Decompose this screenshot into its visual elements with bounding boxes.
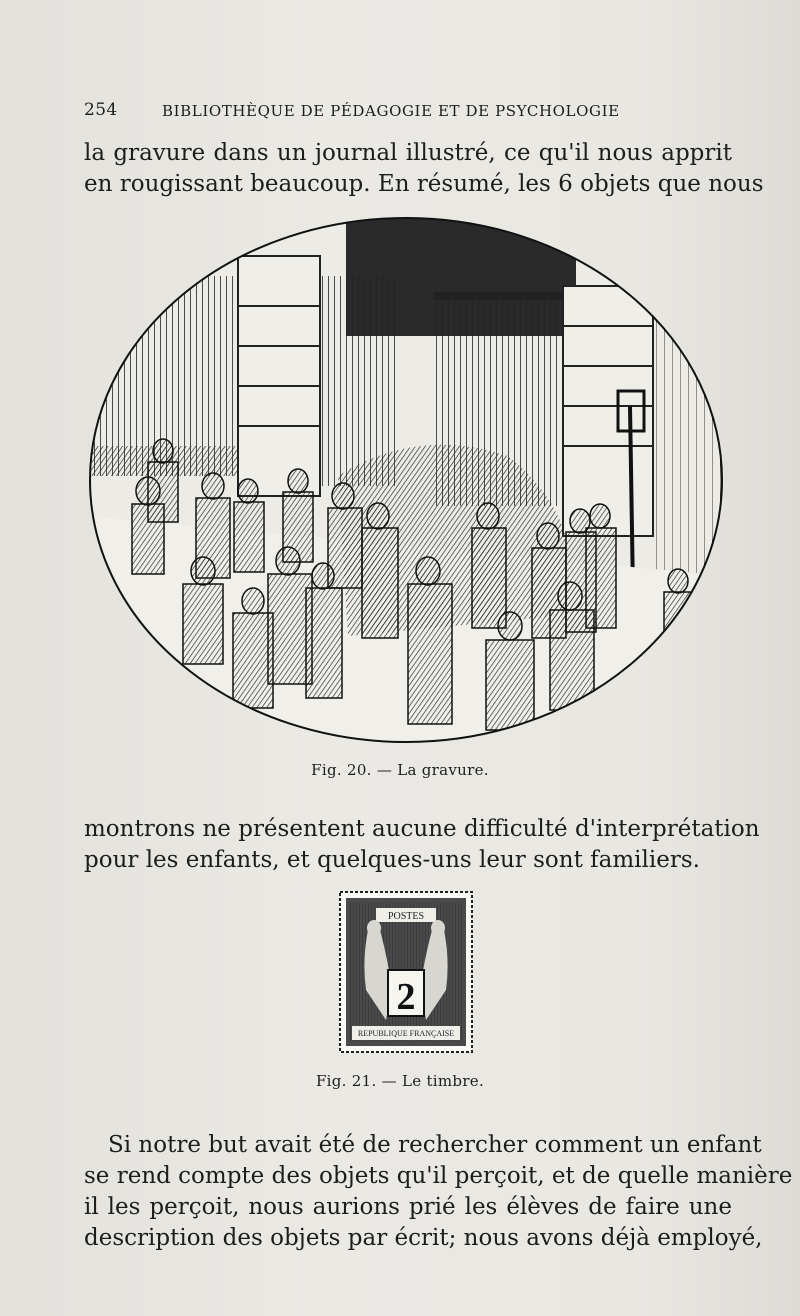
stamp-top-label: POSTES: [387, 911, 425, 922]
stamp-bottom-label: REPUBLIQUE FRANÇAISE: [357, 1029, 455, 1038]
text-line: il les perçoit, nous aurions prié les élèves de faire une: [84, 1194, 732, 1220]
text-line: la gravure dans un journal illustré, ce qu'il nous apprit: [84, 140, 732, 166]
text-line: en rougissant beaucoup. En résumé, les 6 objets que nous: [84, 171, 764, 197]
paragraph-3: [84, 1130, 793, 1254]
text-line: se rend compte des objets qu'il perçoit, et de quelle manière: [84, 1163, 793, 1189]
figure-21-caption: Fig. 21. — Le timbre.: [315, 1072, 485, 1090]
engraving-illustration: [88, 216, 728, 744]
figure-20-caption: Fig. 20. — La gravure.: [311, 761, 489, 779]
stamp-value: 2: [396, 976, 416, 1018]
text-line: montrons ne présentent aucune difficulté d'interprétation: [84, 816, 760, 842]
running-title: BIBLIOTHÈQUE DE PÉDAGOGIE ET DE PSYCHOLOGIE: [162, 102, 620, 120]
text-line: pour les enfants, et quelques-uns leur sont familiers.: [84, 847, 700, 873]
paragraph-1: [84, 138, 764, 200]
postage-stamp: [338, 890, 474, 1054]
page-number: 254: [84, 100, 118, 120]
paragraph-2: [84, 814, 760, 876]
text-line: description des objets par écrit; nous avons déjà employé,: [84, 1225, 763, 1251]
text-line: Si notre but avait été de rechercher comment un enfant: [108, 1132, 762, 1158]
